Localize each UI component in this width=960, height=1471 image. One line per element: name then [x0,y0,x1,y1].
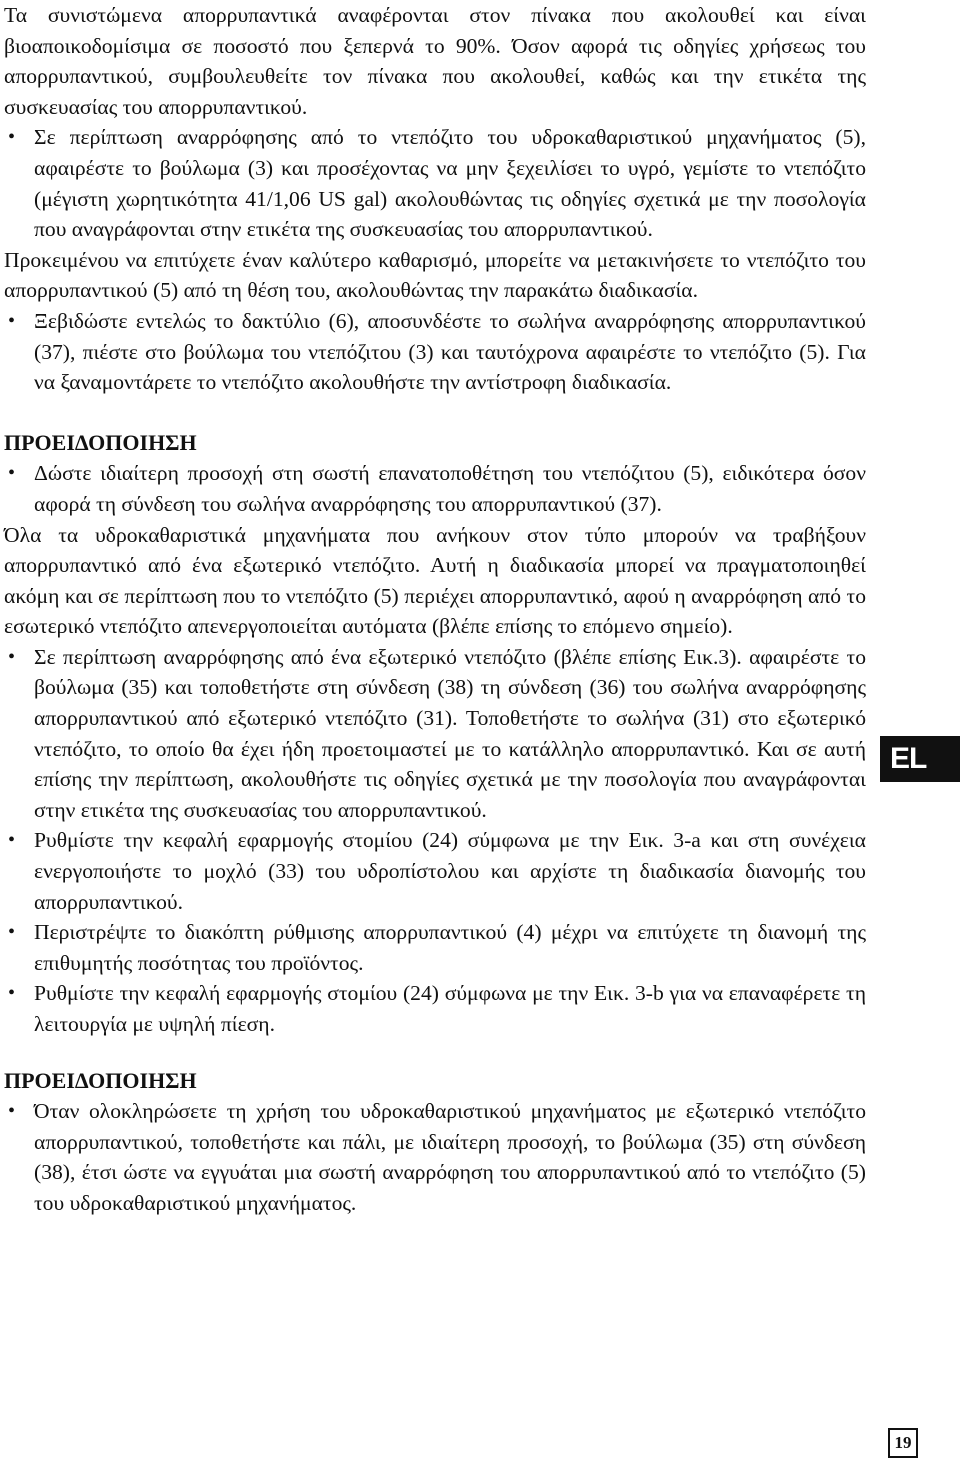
bullet-detergent-knob: • Περιστρέψτε το διακόπτη ρύθμισης απορρυπαντικού (4) μέχρι να επιτύχετε τη διανομή της επιθυμητής ποσότητας του προϊόντος. [4,917,866,978]
bullet-external-suction: • Σε περίπτωση αναρρόφησης από ένα εξωτερικό ντεπόζιτο (βλέπε επίσης Εικ.3). αφαιρέστε το βούλωμα (35) και τοποθετήστε στη σύνδεση (38) τη σύνδεση (36) του σωλήνα αναρρόφησης απορρυπαντικού από εξωτερικό ντεπόζιτο (31). Τοποθετήστε το σωλήνα (31) στο εξωτερικό ντεπόζιτο, το οποίο θα έχει ήδη προετοιμαστεί με το κατάλληλο απορρυπαντικό. Και σε αυτή επίσης την περίπτωση, ακολουθήστε τις οδηγίες σχετικά με την ποσολογία που αναγράφονται στην ετικέτα της συσκευασίας του απορρυπαντικού. [4,642,866,826]
page-number: 19 [888,1428,918,1458]
bullet-replace-cap: • Όταν ολοκληρώσετε τη χρήση του υδροκαθαριστικού μηχανήματος με εξωτερικό ντεπόζιτο απορρυπαντικού, τοποθετήστε και πάλι, με ιδιαίτερη προσοχή, το βούλωμα (35) στη σύνδεση (38), έτσι ώστε να εγγυάται μια σωστή αναρρόφηση του απορρυπαντικού από το ντεπόζιτο (5) του υδροκαθαριστικού μηχανήματος. [4,1096,866,1218]
bullet-remove-tank: • Ξεβιδώστε εντελώς το δακτύλιο (6), αποσυνδέστε το σωλήνα αναρρόφησης απορρυπαντικού (37), πιέστε στο βούλωμα του ντεπόζιτου (3) και ταυτόχρονα αφαιρέστε το ντεπόζιτο (5). Για να ξαναμοντάρετε το ντεπόζιτο ακολουθήστε την αντίστροφη διαδικασία. [4,306,866,398]
paragraph-external-tank: Όλα τα υδροκαθαριστικά μηχανήματα που ανήκουν στον τύπο μπορούν να τραβήξουν απορρυπαντικό από ένα εξωτερικό ντεπόζιτο. Αυτή η διαδικασία μπορεί να πραγματοποιηθεί ακόμη και σε περίπτωση που το ντεπόζιτο (5) περιέχει απορρυπαντικό, αφού η αναρρόφηση από το εσωτερικό ντεπόζιτο απενεργοποιείται αυτόματα (βλέπε επίσης το επόμενο σημείο). [4,522,866,639]
spacer [4,1040,866,1066]
intro-paragraph: Τα συνιστώμενα απορρυπαντικά αναφέρονται στον πίνακα που ακολουθεί και είναι βιοαποικοδομίσιμα σε ποσοστό που ξεπερνά το 90%. Όσον αφορά τις οδηγίες χρήσεως του απορρυπαντικού, συμβουλευθείτε τον πίνακα που ακολουθεί, καθώς και την ετικέτα της συσκευασίας του απορρυπαντικού. [4,3,866,119]
document-body [4,0,866,1219]
warning-heading: ΠΡΟΕΙΔΟΠΟΙΗΣΗ [4,429,197,455]
bullet-adjust-nozzle-b: • Ρυθμίστε την κεφαλή εφαρμογής στομίου (24) σύμφωνα με την Εικ. 3-b για να επαναφέρετε τη λειτουργία με υψηλή πίεση. [4,978,866,1039]
bullet-refit-tank: • Δώστε ιδιαίτερη προσοχή στη σωστή επανατοποθέτηση του ντεπόζιτου (5), ειδικότερα όσον αφορά τη σύνδεση του σωλήνα αναρρόφησης του απορρυπαντικού (37). [4,458,866,519]
language-tab: EL [880,736,960,782]
bullet-fill-tank: • Σε περίπτωση αναρρόφησης από το ντεπόζιτο του υδροκαθαριστικού μηχανήματος (5), αφαιρέστε το βούλωμα (3) και προσέχοντας να μην ξεχειλίσει το υγρό, γεμίστε το ντεπόζιτο (μέγιστη χωρητικότητα 41/1,06 US gal) ακολουθώντας τις οδηγίες σχετικά με την ποσολογία που αναγράφονται στην ετικέτα της συσκευασίας του απορρυπαντικού. [4,122,866,244]
spacer [4,398,866,428]
paragraph-move-tank: Προκειμένου να επιτύχετε έναν καλύτερο καθαρισμό, μπορείτε να μετακινήσετε το ντεπόζιτο του απορρυπαντικού (5) από τη θέση του, ακολουθώντας την παρακάτω διαδικασία. [4,247,866,303]
bullet-adjust-nozzle-a: • Ρυθμίστε την κεφαλή εφαρμογής στομίου (24) σύμφωνα με την Εικ. 3-a και στη συνέχεια ενεργοποιήστε το μοχλό (33) του υδροπίστολου και αρχίστε τη διαδικασία διανομής του απορρυπαντικού. [4,825,866,917]
warning-heading: ΠΡΟΕΙΔΟΠΟΙΗΣΗ [4,1067,197,1093]
